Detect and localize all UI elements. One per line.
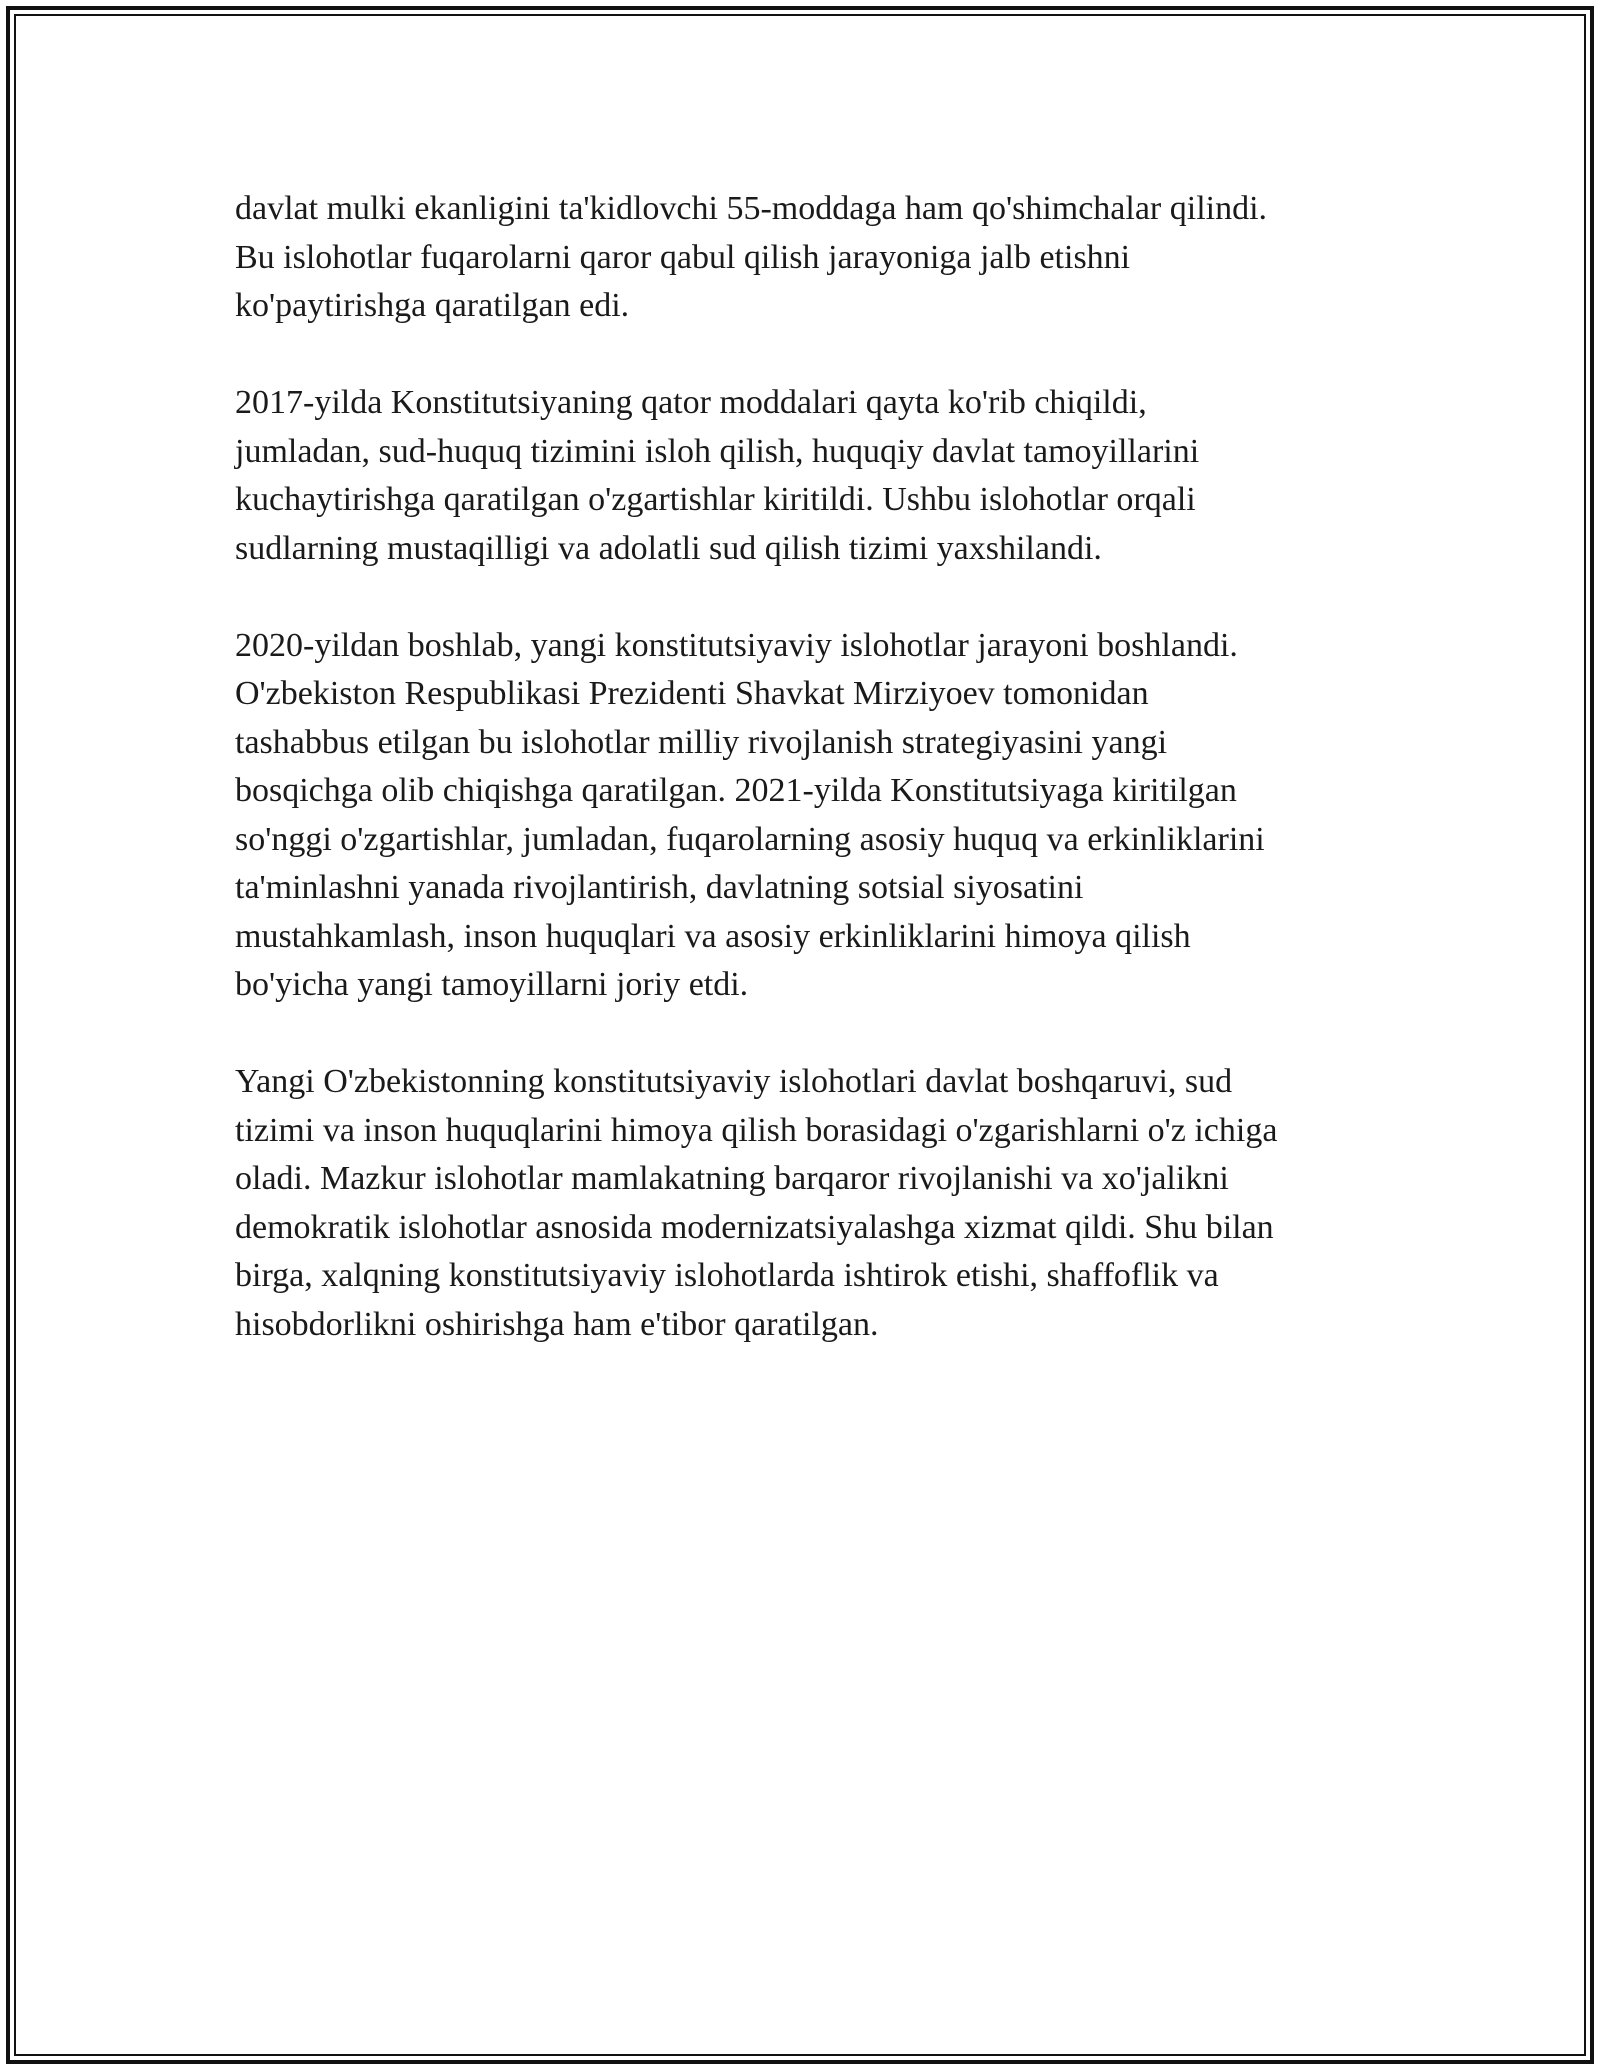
text-line: 2017-yilda Konstitutsiyaning qator moddalari qayta ko'rib chiqildi, <box>235 384 1147 421</box>
text-line: demokratik islohotlar asnosida modernizatsiyalashga xizmat qildi. Shu bilan <box>235 1208 1274 1246</box>
text-line: kuchaytirishga qaratilgan o'zgartishlar kiritildi. Ushbu islohotlar orqali <box>235 481 1196 518</box>
text-line: ta'minlashni yanada rivojlantirish, davlatning sotsial siyosatini <box>235 869 1084 906</box>
paragraph-1 <box>235 185 1375 331</box>
text-line: birga, xalqning konstitutsiyaviy islohotlarda ishtirok etishi, shaffoflik va <box>235 1257 1219 1294</box>
text-line: davlat mulki ekanligini ta'kidlovchi 55-moddaga ham qo'shimchalar qilindi. <box>235 190 1268 227</box>
text-line: bo'yicha yangi tamoyillarni joriy etdi. <box>235 966 749 1003</box>
text-line: sudlarning mustaqilligi va adolatli sud qilish tizimi yaxshilandi. <box>235 529 1102 567</box>
text-line: ko'paytirishga qaratilgan edi. <box>235 287 630 324</box>
text-line: 2020-yildan boshlab, yangi konstitutsiyaviy islohotlar jarayoni boshlandi. <box>235 626 1238 664</box>
document-body <box>235 185 1375 1398</box>
paragraph-2 <box>235 379 1375 573</box>
paragraph-3 <box>235 622 1375 1010</box>
text-line: hisobdorlikni oshirishga ham e'tibor qaratilgan. <box>235 1305 879 1343</box>
text-line: so'nggi o'zgartishlar, jumladan, fuqarolarning asosiy huquq va erkinliklarini <box>235 820 1265 858</box>
text-line: jumladan, sud-huquq tizimini isloh qilish, huquqiy davlat tamoyillarini <box>235 432 1200 470</box>
text-line: tizimi va inson huquqlarini himoya qilish borasidagi o'zgarishlarni o'z ichiga <box>235 1111 1278 1149</box>
text-line: Yangi O'zbekistonning konstitutsiyaviy islohotlari davlat boshqaruvi, sud <box>235 1063 1233 1100</box>
paragraph-4 <box>235 1058 1375 1349</box>
text-line: oladi. Mazkur islohotlar mamlakatning barqaror rivojlanishi va xo'jalikni <box>235 1160 1229 1197</box>
text-line: O'zbekiston Respublikasi Prezidenti Shavkat Mirziyoev tomonidan <box>235 675 1149 712</box>
text-line: Bu islohotlar fuqarolarni qaror qabul qilish jarayoniga jalb etishni <box>235 238 1131 276</box>
text-line: tashabbus etilgan bu islohotlar milliy rivojlanish strategiyasini yangi <box>235 723 1168 761</box>
text-line: bosqichga olib chiqishga qaratilgan. 2021-yilda Konstitutsiyaga kiritilgan <box>235 772 1237 809</box>
text-line: mustahkamlash, inson huquqlari va asosiy erkinliklarini himoya qilish <box>235 917 1191 955</box>
